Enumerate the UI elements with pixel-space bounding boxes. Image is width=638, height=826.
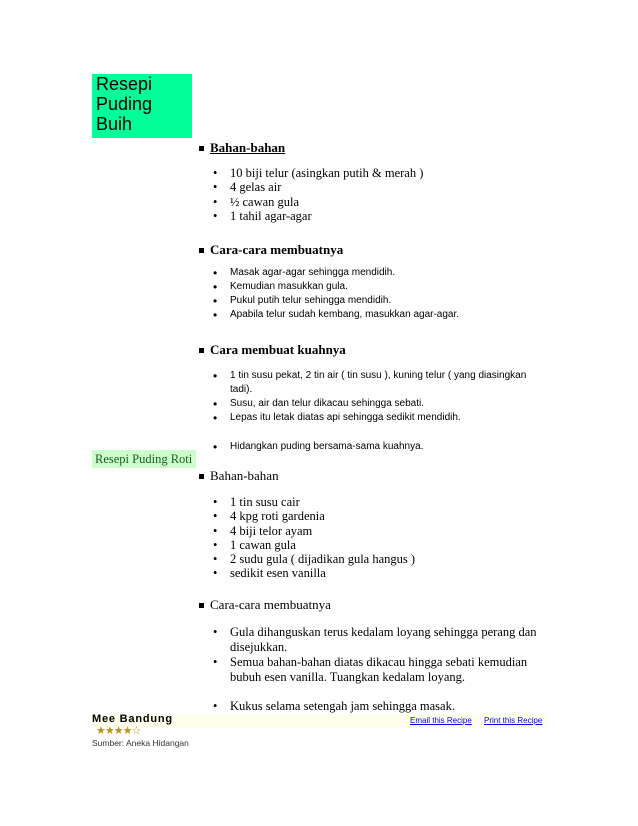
square-bullet-icon <box>199 474 204 479</box>
list-item: • 4 gelas air <box>213 180 423 194</box>
serving-step-list <box>213 440 423 454</box>
list-item: • 1 tahil agar-agar <box>213 209 423 223</box>
steps-list-2-final <box>213 699 455 714</box>
section-heading-kuah: Cara membuat kuahnya <box>197 342 346 358</box>
ingredients-list <box>213 166 423 223</box>
recipe-source: Sumber: Aneka Hidangan <box>92 738 189 748</box>
list-item: • Susu, air dan telur dikacau sehingga sebati. <box>213 397 543 411</box>
next-recipe-name: Mee Bandung <box>92 713 173 725</box>
list-item: • sedikit esen vanilla <box>213 566 415 580</box>
square-bullet-icon <box>199 248 204 253</box>
print-recipe-link[interactable]: Print this Recipe <box>484 716 543 725</box>
list-item: • Lepas itu letak diatas api sehingga sedikit mendidih. <box>213 411 543 425</box>
sauce-steps-list <box>213 369 543 425</box>
square-bullet-icon <box>199 348 204 353</box>
list-item: • Kemudian masukkan gula. <box>213 280 459 294</box>
list-item: • Pukul putih telur sehingga mendidih. <box>213 294 459 308</box>
section-heading-cara: Cara-cara membuatnya <box>197 242 343 258</box>
section-heading-bahan-2: Bahan-bahan <box>197 468 279 484</box>
section-heading-bahan: Bahan-bahan <box>197 140 285 156</box>
rating-stars-icon: ★★★★☆ <box>96 725 141 737</box>
section-heading-cara-2: Cara-cara membuatnya <box>197 597 331 613</box>
list-item: • 1 cawan gula <box>213 538 415 552</box>
steps-list <box>213 266 459 322</box>
recipe-title-puding-roti: Resepi Puding Roti <box>92 450 196 468</box>
steps-list-2 <box>213 625 543 685</box>
list-item: • 1 tin susu cair <box>213 495 415 509</box>
square-bullet-icon <box>199 603 204 608</box>
list-item: • 2 sudu gula ( dijadikan gula hangus ) <box>213 552 415 566</box>
list-item: • Semua bahan-bahan diatas dikacau hingga sebati kemudian bubuh esen vanilla. Tuangkan kedalam loyang. <box>213 655 543 685</box>
list-item: • Kukus selama setengah jam sehingga masak. <box>213 699 455 714</box>
list-item: • Gula dihanguskan terus kedalam loyang sehingga perang dan disejukkan. <box>213 625 543 655</box>
list-item: • 10 biji telur (asingkan putih & merah ) <box>213 166 423 180</box>
ingredients-list-2 <box>213 495 415 581</box>
list-item: • Masak agar-agar sehingga mendidih. <box>213 266 459 280</box>
list-item: • 1 tin susu pekat, 2 tin air ( tin susu ), kuning telur ( yang diasingkan tadi). <box>213 369 543 397</box>
email-recipe-link[interactable]: Email this Recipe <box>410 716 472 725</box>
list-item: • Hidangkan puding bersama-sama kuahnya. <box>213 440 423 454</box>
list-item: • Apabila telur sudah kembang, masukkan agar-agar. <box>213 308 459 322</box>
list-item: • ½ cawan gula <box>213 195 423 209</box>
list-item: • 4 kpg roti gardenia <box>213 509 415 523</box>
recipe-title-puding-buih: Resepi Puding Buih <box>92 74 192 138</box>
list-item: • 4 biji telor ayam <box>213 524 415 538</box>
square-bullet-icon <box>199 146 204 151</box>
